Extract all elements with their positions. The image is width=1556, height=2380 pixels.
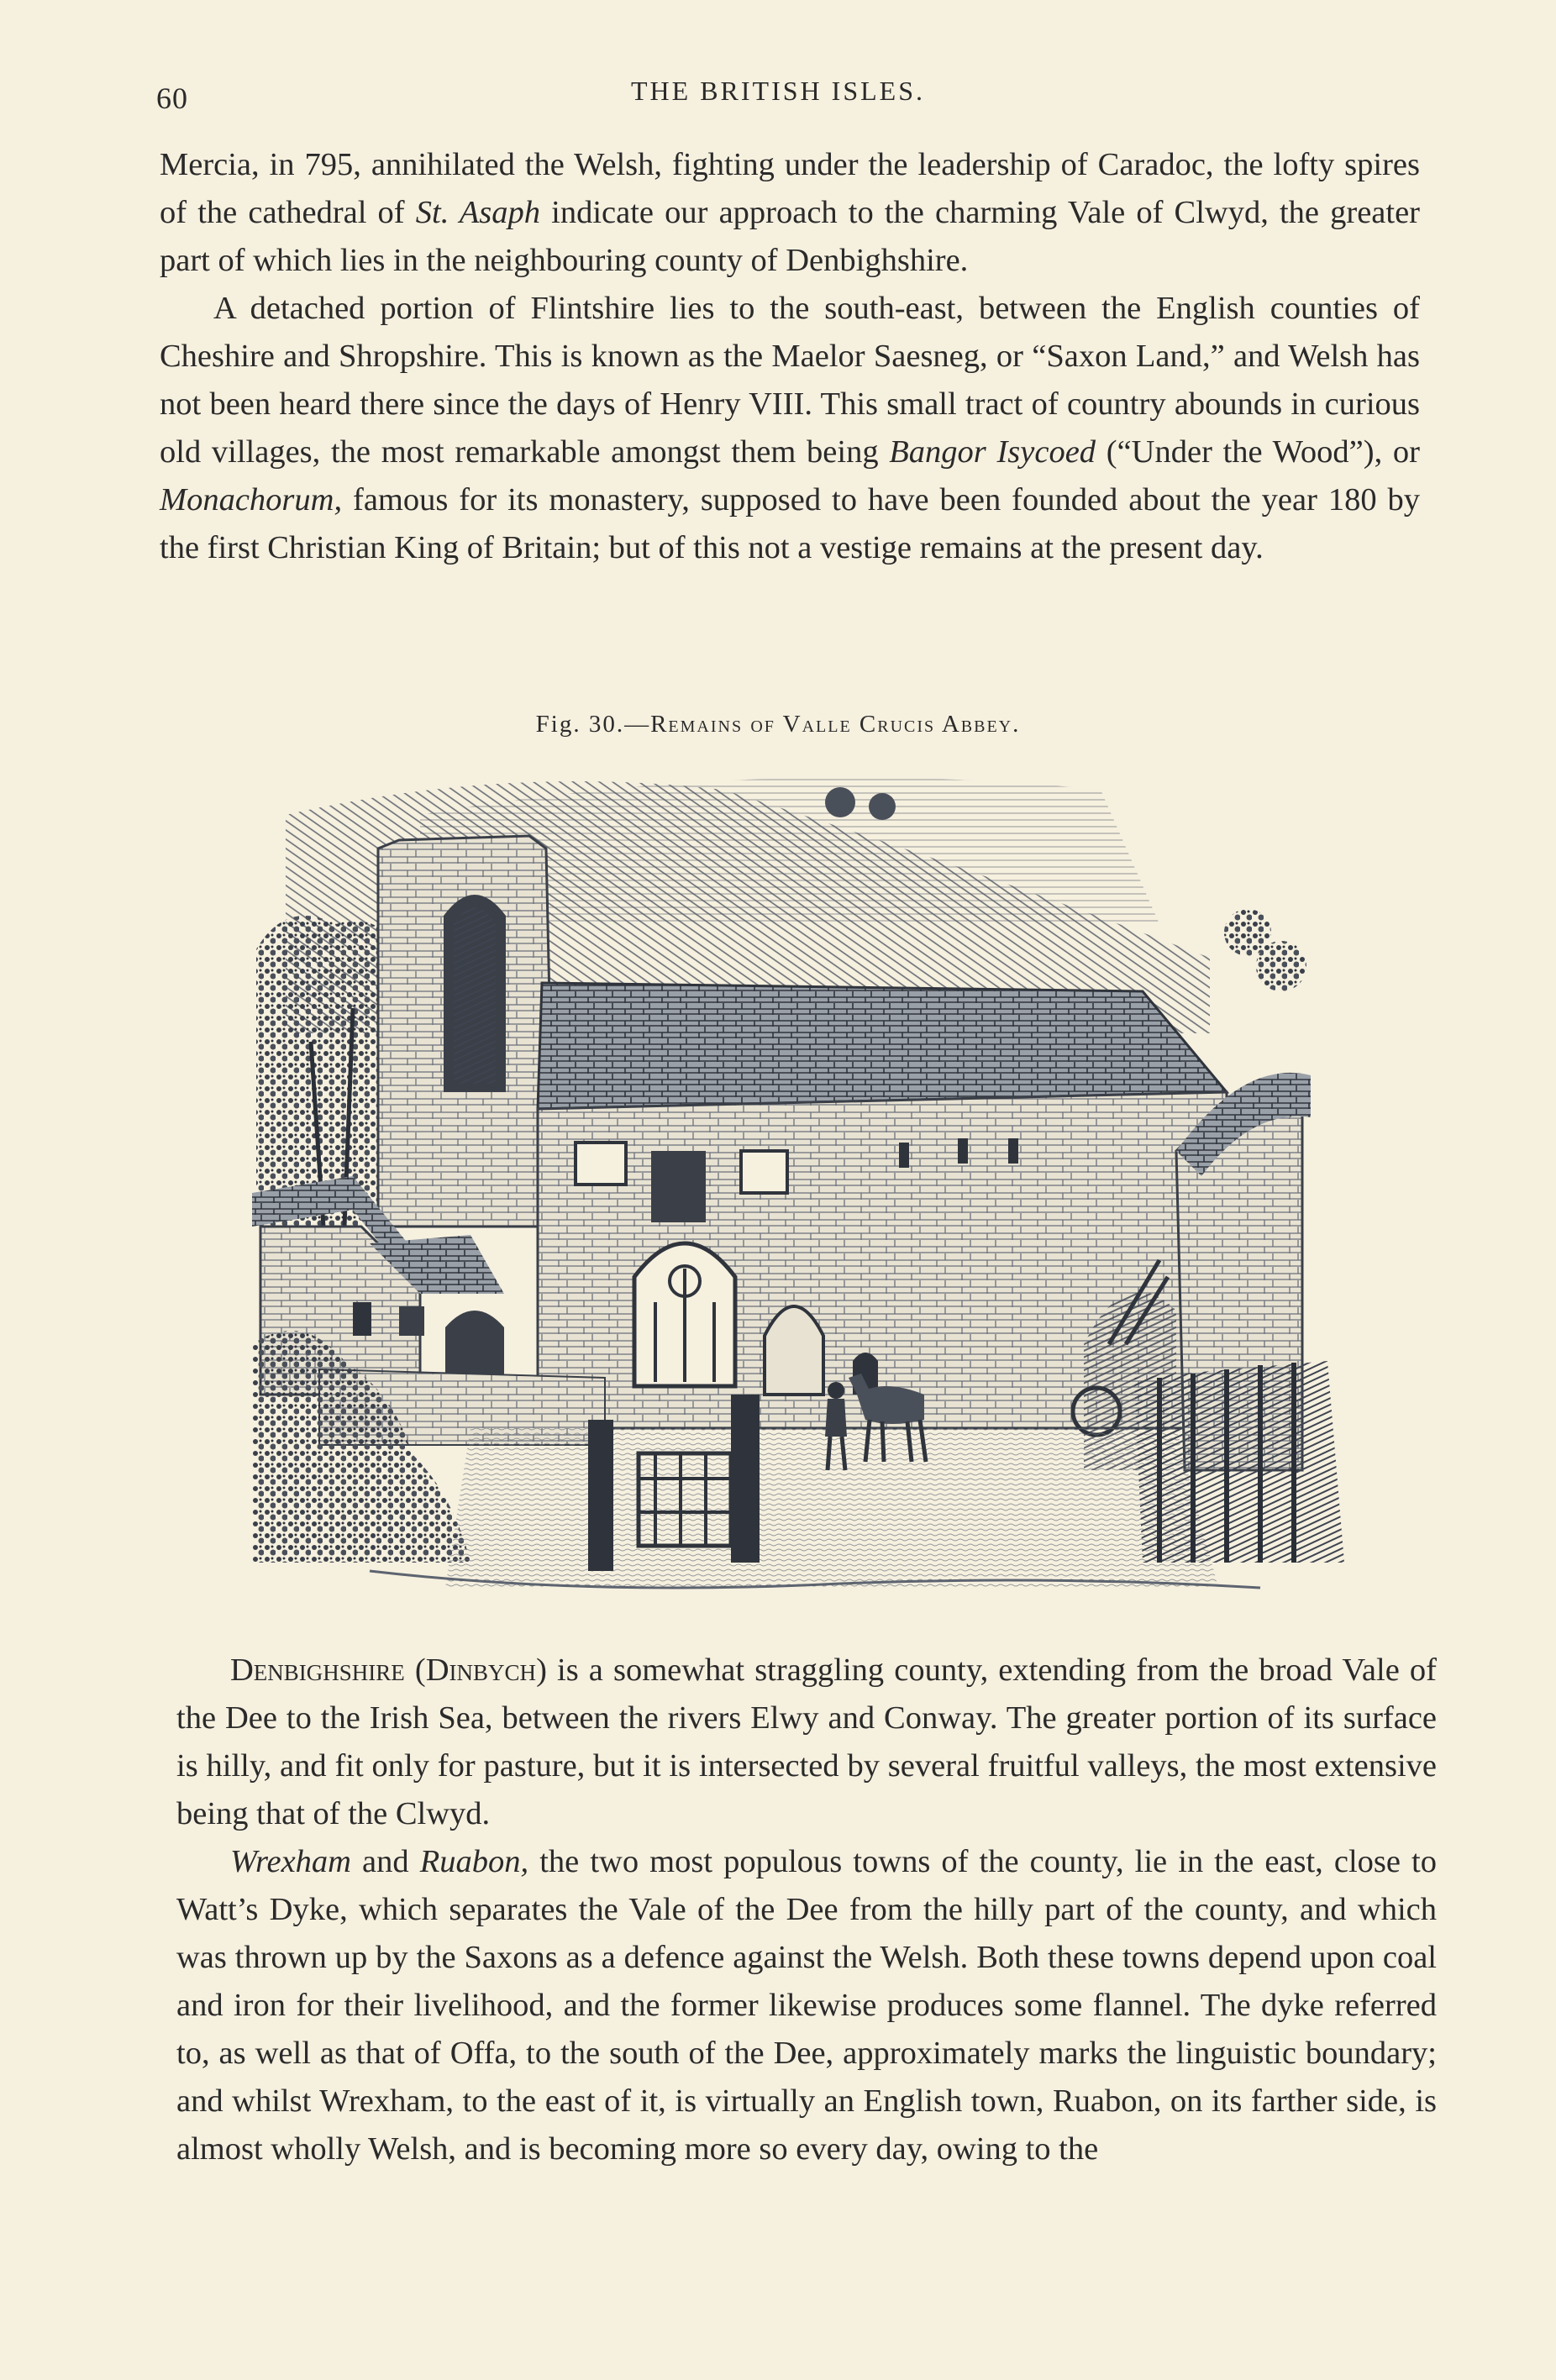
p3-smallcaps-dinbych: Dinbych bbox=[425, 1652, 537, 1688]
text-block-bottom bbox=[176, 1647, 1437, 2173]
text-block-top bbox=[160, 141, 1420, 572]
caption-title: Remains of Valle Crucis Abbey. bbox=[650, 711, 1021, 738]
page-number: 60 bbox=[156, 81, 188, 115]
p1-text-a: Mercia, in 795, annihilated the Welsh, fighting under the leadership of Caradoc, the lofty spires of the cathedral of bbox=[160, 147, 1420, 230]
p4-italic-ruabon: Ruabon, bbox=[419, 1844, 529, 1879]
running-head: THE BRITISH ISLES. bbox=[631, 76, 925, 106]
paragraph-1 bbox=[160, 141, 1420, 285]
paragraph-3 bbox=[176, 1647, 1437, 1838]
p4-text-a: and bbox=[350, 1844, 420, 1879]
abbey-roof bbox=[538, 983, 1227, 1109]
p1-italic-st-asaph: St. Asaph bbox=[415, 195, 541, 230]
p2-text-c: famous for its monastery, supposed to have been founded about the year 180 by the first Christian King of Britain; but of this not a vestige remains at the present day. bbox=[160, 482, 1420, 565]
ruined-tower bbox=[378, 836, 555, 1227]
courtyard-ground bbox=[445, 1428, 1218, 1588]
p2-text-a: A detached portion of Flintshire lies to the south-east, between the English counties of Cheshire and Shropshire. This is known as the Maelor Saesneg, or “Saxon Land,” and Welsh has not been heard there since the days of Henry VIII. This small tract of country abounds in curious old villages, the most remarkable amongst them being bbox=[160, 291, 1420, 470]
p4-italic-wrexham: Wrexham bbox=[230, 1844, 351, 1879]
abbey-engraving bbox=[252, 756, 1353, 1596]
p2-italic-bangor: Bangor Isycoed bbox=[889, 434, 1096, 470]
p2-italic-monachorum: Monachorum, bbox=[160, 482, 343, 518]
p3-text: ) is a somewhat straggling county, extending from the broad Vale of the Dee to the Irish Sea, between the rivers Elwy and Conway. The greater portion of its surface is hilly, and fit only for pasture, but it is intersected by several fruitful valleys, the most extensive being that of the Clwyd. bbox=[176, 1652, 1437, 1831]
p4-text-b: the two most populous towns of the county, lie in the east, close to Watt’s Dyke, which separates the Vale of the Dee from the hilly part of the county, and which was thrown up by the Saxons as a defence against the Welsh. Both these towns depend upon coal and iron for their livelihood, and the former likewise produces some flannel. The dyke referred to, as well as that of Offa, to the south of the Dee, approximately marks the linguistic boundary; and whilst Wrexham, to the east of it, is virtually an English town, Ruabon, on its farther side, is almost wholly Welsh, and is becoming more so every day, owing to the bbox=[176, 1844, 1437, 2167]
p2-text-b: (“Under the Wood”), or bbox=[1096, 434, 1420, 470]
p3-paren-open: ( bbox=[404, 1652, 426, 1688]
figure-caption bbox=[0, 711, 1556, 738]
right-fence bbox=[1134, 1361, 1344, 1563]
p3-smallcaps-denbighshire: Denbighshire bbox=[230, 1652, 405, 1688]
paragraph-2 bbox=[160, 285, 1420, 572]
p1-text-b: indicate our approach to the charming Vale of Clwyd, the greater part of which lies in the neighbouring county of Denbighshire. bbox=[160, 195, 1420, 278]
caption-prefix: Fig. 30.— bbox=[535, 711, 651, 738]
paragraph-4 bbox=[176, 1838, 1437, 2173]
